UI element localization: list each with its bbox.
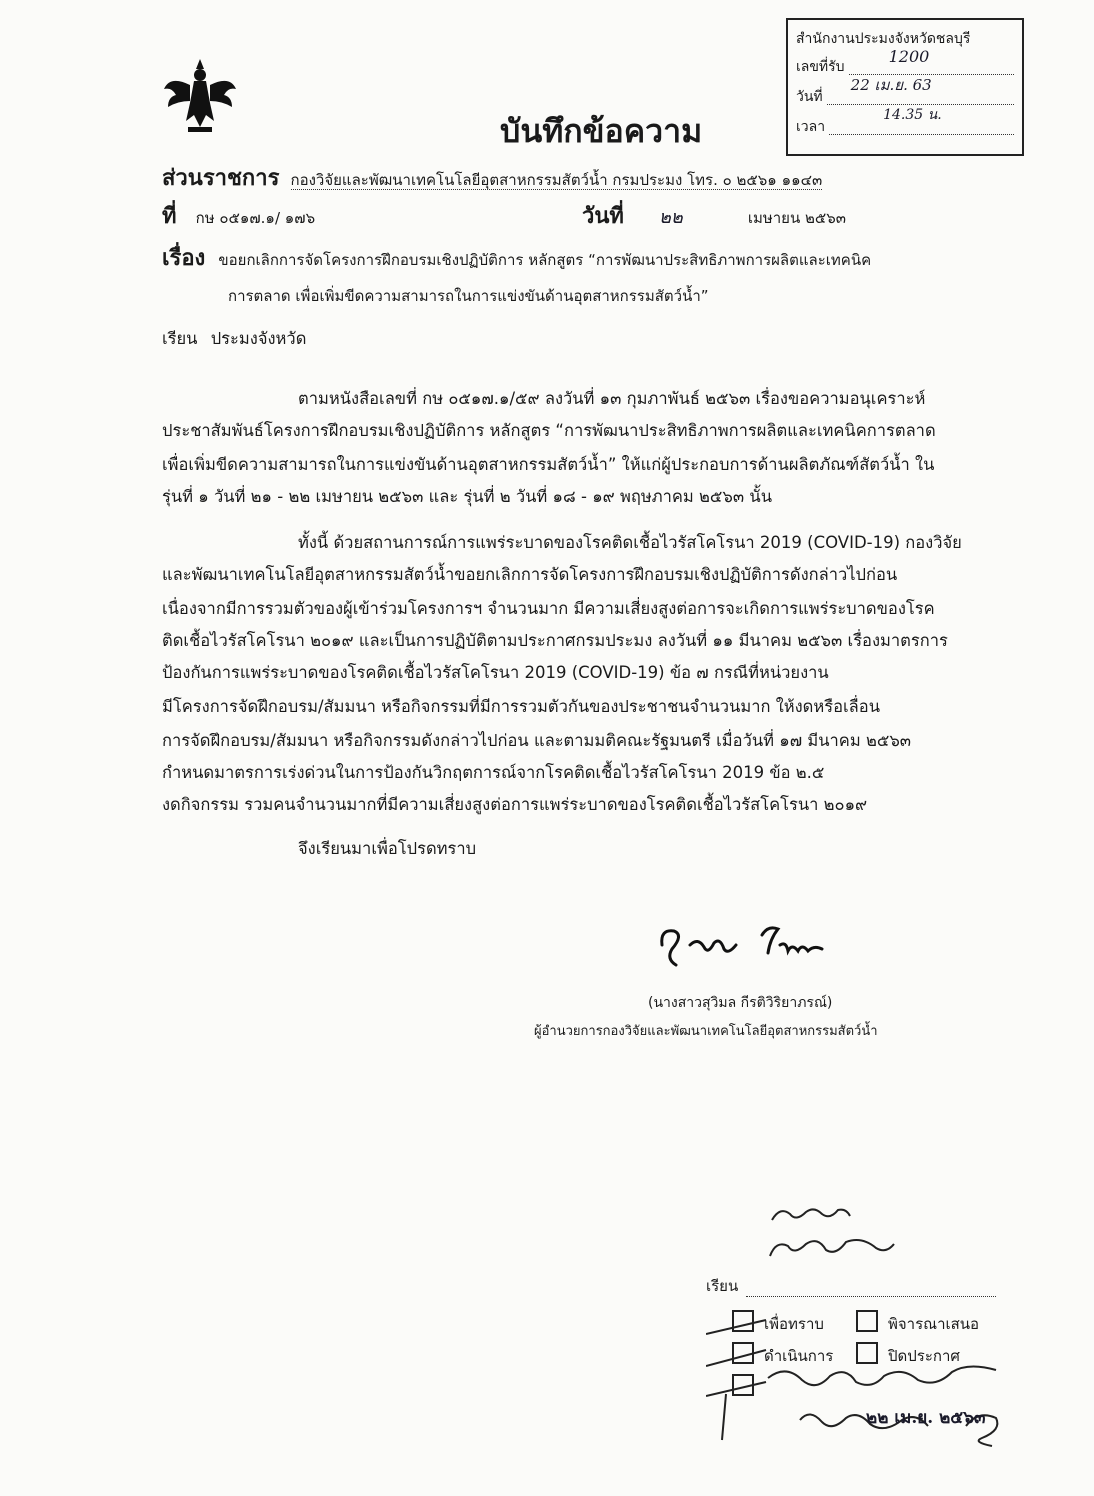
p2-line-6: มีโครงการจัดฝึกอบรม/สัมมนา หรือกิจกรรมที่มีการรวมตัวกันของประชาชนจำนวนมาก ให้งดหรือเลื่อน bbox=[162, 697, 880, 716]
handwritten-signature-icon bbox=[650, 915, 850, 985]
subject-line-1: ขอยกเลิกการจัดโครงการฝึกอบรมเชิงปฏิบัติการ หลักสูตร “การพัฒนาประสิทธิภาพการผลิตและเทคนิค bbox=[218, 251, 872, 269]
option-proceed: ดำเนินการ bbox=[764, 1347, 834, 1365]
date-row bbox=[582, 198, 846, 233]
signer-position: ผู้อำนวยการกองวิจัยและพัฒนาเทคโนโลยีอุตสาหกรรมสัตว์น้ำ bbox=[534, 1024, 878, 1039]
receipt-stamp bbox=[786, 18, 1024, 156]
agency-value: กองวิจัยและพัฒนาเทคโนโลยีอุตสาหกรรมสัตว์น้ำ กรมประมง โทร. ๐ ๒๕๖๑ ๑๑๔๓ bbox=[290, 171, 823, 189]
p1-line-3: เพื่อเพิ่มขีดความสามารถในการแข่งขันด้านอุตสาหกรรมสัตว์น้ำ” ให้แก่ผู้ประกอบการด้านผลิตภัณฑ์สัตว์น้ำ ใน bbox=[162, 455, 935, 474]
stamp-date: 22 เม.ย. 63 bbox=[850, 76, 932, 94]
subject-label: เรื่อง bbox=[162, 246, 206, 271]
salutation-label: เรียน bbox=[162, 329, 198, 348]
stamp-time: 14.35 น. bbox=[883, 107, 942, 123]
agency-label: ส่วนราชการ bbox=[162, 166, 280, 191]
stamp-receipt-no: 1200 bbox=[888, 47, 930, 66]
option-post-notice: ปิดประกาศ bbox=[888, 1347, 960, 1365]
signer-name: (นางสาวสุวิมล กีรติวิริยาภรณ์) bbox=[648, 995, 833, 1011]
stamp-time-label: เวลา bbox=[796, 119, 826, 135]
garuda-emblem bbox=[160, 55, 240, 137]
date-month-year: เมษายน ๒๕๖๓ bbox=[747, 209, 846, 227]
option-consider: พิจารณาเสนอ bbox=[888, 1315, 980, 1333]
p2-line-2: และพัฒนาเทคโนโลยีอุตสาหกรรมสัตว์น้ำขอยกเลิกการจัดโครงการฝึกอบรมเชิงปฏิบัติการดังกล่าวไปก่อน bbox=[162, 565, 898, 584]
garuda-emblem-icon bbox=[160, 55, 240, 137]
ref-value: กษ ๐๕๑๗.๑/ ๑๗๖ bbox=[195, 209, 316, 227]
routing-note bbox=[706, 1200, 1006, 1460]
p1-line-4: รุ่นที่ ๑ วันที่ ๒๑ - ๒๒ เมษายน ๒๕๖๓ และ รุ่นที่ ๒ วันที่ ๑๘ - ๑๙ พฤษภาคม ๒๕๖๓ นั้น bbox=[162, 487, 772, 506]
routing-to-label: เรียน bbox=[706, 1277, 739, 1295]
date-day: ๒๒ bbox=[659, 207, 683, 228]
p2-line-8: กำหนดมาตรการเร่งด่วนในการป้องกันวิกฤตการณ์จากโรคติดเชื้อไวรัสโคโรนา 2019 ข้อ ๒.๕ bbox=[162, 763, 825, 782]
p2-line-5: ป้องกันการแพร่ระบาดของโรคติดเชื้อไวรัสโคโรนา 2019 (COVID-19) ข้อ ๗ กรณีที่หน่วยงาน bbox=[162, 663, 829, 682]
ref-row bbox=[162, 198, 315, 233]
stamp-office: สำนักงานประมงจังหวัดชลบุรี bbox=[796, 31, 971, 47]
handwritten-note-icon bbox=[766, 1200, 916, 1270]
stamp-receipt-label: เลขที่รับ bbox=[796, 59, 845, 75]
option-for-info: เพื่อทราบ bbox=[764, 1315, 824, 1333]
p2-line-7: การจัดฝึกอบรม/สัมมนา หรือกิจกรรมดังกล่าวไปก่อน และตามมติคณะรัฐมนตรี เมื่อวันที่ ๑๗ มีนาคม ๒๕๖๓ bbox=[162, 731, 912, 750]
p2-line-3: เนื่องจากมีการรวมตัวของผู้เข้าร่วมโครงการฯ จำนวนมาก มีความเสี่ยงสูงต่อการจะเกิดการแพร่ระบาดของโรค bbox=[162, 599, 935, 618]
date-label: วันที่ bbox=[582, 204, 624, 229]
memo-title: บันทึกข้อความ bbox=[500, 112, 703, 150]
salutation-value: ประมงจังหวัด bbox=[210, 329, 307, 348]
p1-line-2: ประชาสัมพันธ์โครงการฝึกอบรมเชิงปฏิบัติการ หลักสูตร “การพัฒนาประสิทธิภาพการผลิตและเทคนิคการตลาด bbox=[162, 421, 936, 440]
handwritten-annotation-icon bbox=[706, 1300, 1006, 1460]
p1-line-1: ตามหนังสือเลขที่ กษ ๐๕๑๗.๑/๕๙ ลงวันที่ ๑๓ กุมภาพันธ์ ๒๕๖๓ เรื่องขอความอนุเคราะห์ bbox=[298, 389, 926, 408]
p2-line-9: งดกิจกรรม รวมคนจำนวนมากที่มีความเสี่ยงสูงต่อการแพร่ระบาดของโรคติดเชื้อไวรัสโคโรนา ๒๐๑๙ bbox=[162, 795, 868, 814]
p2-line-1: ทั้งนี้ ด้วยสถานการณ์การแพร่ระบาดของโรคติดเชื้อไวรัสโคโรนา 2019 (COVID-19) กองวิจัย bbox=[298, 533, 962, 552]
agency-row bbox=[162, 160, 822, 195]
subject-line-2: การตลาด เพื่อเพิ่มขีดความสามารถในการแข่งขันด้านอุตสาหกรรมสัตว์น้ำ” bbox=[228, 287, 709, 305]
p2-line-4: ติดเชื้อไวรัสโคโรนา ๒๐๑๙ และเป็นการปฏิบัติตามประกาศกรมประมง ลงวันที่ ๑๑ มีนาคม ๒๕๖๓ เรื่องมาตรการ bbox=[162, 631, 948, 650]
ref-label: ที่ bbox=[162, 204, 177, 229]
stamp-time-row bbox=[796, 107, 1014, 142]
stamp-date-label: วันที่ bbox=[796, 89, 823, 105]
signature-mark bbox=[650, 915, 850, 989]
subject-row bbox=[162, 240, 871, 275]
closing: จึงเรียนมาเพื่อโปรดทราบ bbox=[298, 839, 477, 858]
routing-date: ๒๒ เม.ย. ๒๕๖๓ bbox=[866, 1408, 986, 1428]
salutation bbox=[162, 326, 306, 352]
